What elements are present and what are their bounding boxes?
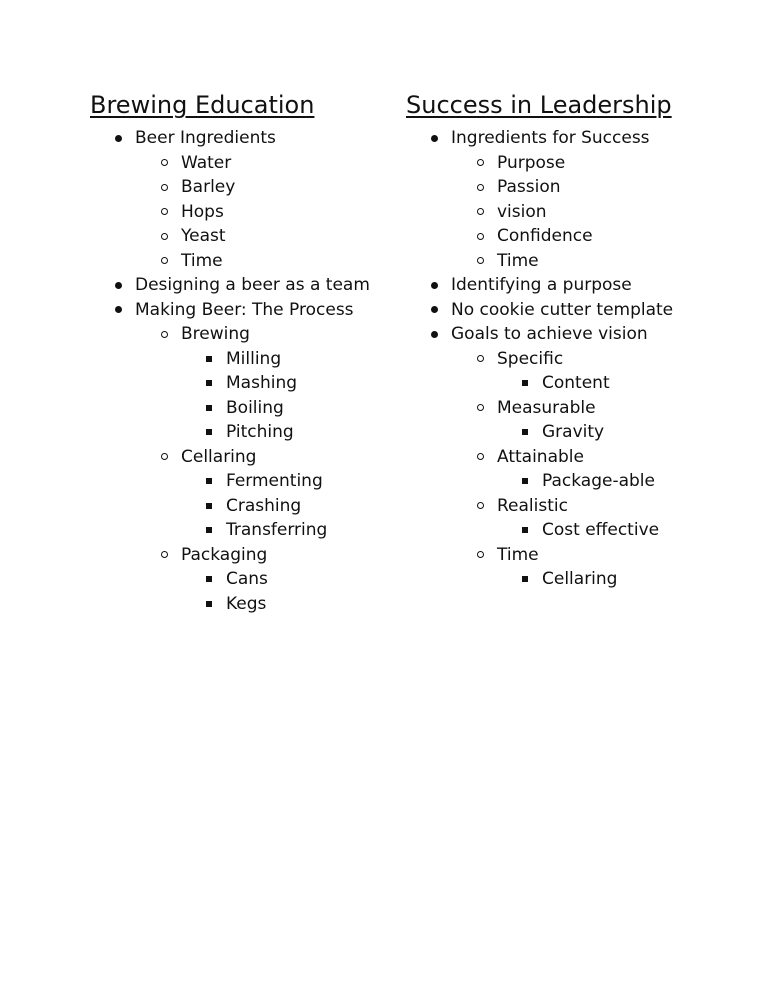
list-item	[406, 322, 736, 347]
circle-bullet-icon	[156, 175, 172, 200]
list-item-text: Time	[181, 250, 223, 271]
list-item-text: Making Beer: The Process	[135, 299, 354, 320]
list-item	[406, 298, 736, 323]
circle-bullet-icon	[472, 175, 488, 200]
list-item-text: Water	[181, 152, 232, 173]
list-item	[90, 445, 390, 470]
list-item-text: Barley	[181, 177, 236, 197]
list-item-text: Specific	[497, 348, 564, 369]
list-item	[406, 396, 736, 421]
list-item-text: Fermenting	[226, 471, 323, 491]
list-item-text: Time	[497, 250, 539, 271]
list-item-text: Confidence	[497, 226, 593, 246]
bullet-icon	[110, 273, 126, 298]
list-item-text: Cellaring	[181, 446, 257, 467]
list-item	[406, 567, 736, 592]
list-item	[90, 543, 390, 568]
circle-bullet-icon	[156, 543, 172, 568]
circle-bullet-icon	[472, 445, 488, 470]
list-item	[406, 445, 736, 470]
square-bullet-icon	[201, 347, 217, 372]
list-item	[90, 567, 390, 592]
circle-bullet-icon	[156, 322, 172, 347]
square-bullet-icon	[201, 420, 217, 445]
circle-bullet-icon	[472, 347, 488, 372]
square-bullet-icon	[201, 469, 217, 494]
list-item-text: Time	[497, 544, 539, 565]
circle-bullet-icon	[472, 494, 488, 519]
list-item	[90, 249, 390, 274]
circle-bullet-icon	[472, 543, 488, 568]
list-item	[90, 200, 390, 225]
circle-bullet-icon	[156, 224, 172, 249]
bullet-icon	[426, 298, 442, 323]
list-item	[406, 249, 736, 274]
list-item	[406, 273, 736, 298]
list-item-text: Content	[542, 373, 610, 393]
list-item-text: Gravity	[542, 422, 605, 442]
circle-bullet-icon	[156, 200, 172, 225]
list-item-text: Cans	[226, 569, 268, 589]
list-item	[90, 322, 390, 347]
success-in-leadership-heading: Success in Leadership	[406, 91, 672, 119]
list-item-text: Designing a beer as a team	[135, 275, 370, 295]
list-item	[90, 126, 390, 151]
list-item	[90, 151, 390, 176]
list-item-text: Brewing	[181, 324, 250, 344]
list-item	[406, 494, 736, 519]
list-item-text: Boiling	[226, 397, 284, 418]
bullet-icon	[426, 126, 442, 151]
list-item-text: Pitching	[226, 422, 294, 442]
square-bullet-icon	[201, 518, 217, 543]
list-item	[90, 224, 390, 249]
brewing-education-heading: Brewing Education	[90, 91, 315, 119]
circle-bullet-icon	[472, 396, 488, 421]
list-item	[90, 592, 390, 617]
square-bullet-icon	[517, 567, 533, 592]
list-item-text: Crashing	[226, 495, 302, 516]
list-item-text: vision	[497, 201, 547, 222]
square-bullet-icon	[201, 371, 217, 396]
list-item	[406, 151, 736, 176]
list-item-text: Realistic	[497, 495, 568, 516]
list-item-text: Ingredients for Success	[451, 128, 650, 148]
circle-bullet-icon	[472, 224, 488, 249]
list-item	[90, 494, 390, 519]
list-item	[406, 347, 736, 372]
list-item	[90, 273, 390, 298]
list-item-text: Milling	[226, 348, 282, 369]
bullet-icon	[426, 322, 442, 347]
list-item	[90, 469, 390, 494]
list-item	[90, 347, 390, 372]
list-item	[406, 175, 736, 200]
list-item-text: Packaging	[181, 544, 268, 565]
square-bullet-icon	[517, 469, 533, 494]
list-item	[406, 200, 736, 225]
list-item	[90, 518, 390, 543]
square-bullet-icon	[517, 518, 533, 543]
list-item-text: Passion	[497, 177, 561, 197]
square-bullet-icon	[201, 494, 217, 519]
list-item	[406, 224, 736, 249]
list-item-text: No cookie cutter template	[451, 299, 674, 320]
square-bullet-icon	[517, 420, 533, 445]
bullet-icon	[426, 273, 442, 298]
list-item-text: Beer Ingredients	[135, 128, 276, 148]
list-item-text: Identifying a purpose	[451, 275, 632, 295]
list-item-text: Kegs	[226, 593, 267, 614]
square-bullet-icon	[201, 396, 217, 421]
list-item-text: Transferring	[226, 520, 328, 540]
list-item	[406, 371, 736, 396]
square-bullet-icon	[201, 592, 217, 617]
list-item	[90, 298, 390, 323]
list-item-text: Attainable	[497, 446, 584, 467]
list-item	[90, 420, 390, 445]
list-item	[90, 175, 390, 200]
list-item	[406, 469, 736, 494]
success-in-leadership-outline	[406, 126, 736, 592]
list-item-text: Measurable	[497, 397, 596, 418]
list-item-text: Hops	[181, 201, 224, 222]
circle-bullet-icon	[156, 445, 172, 470]
circle-bullet-icon	[472, 151, 488, 176]
brewing-education-column	[90, 90, 390, 616]
square-bullet-icon	[517, 371, 533, 396]
circle-bullet-icon	[472, 249, 488, 274]
bullet-icon	[110, 126, 126, 151]
brewing-education-outline	[90, 126, 390, 616]
list-item-text: Cost effective	[542, 520, 660, 540]
list-item	[90, 396, 390, 421]
bullet-icon	[110, 298, 126, 323]
list-item-text: Goals to achieve vision	[451, 324, 648, 344]
list-item-text: Yeast	[181, 226, 226, 246]
list-item	[406, 518, 736, 543]
list-item-text: Cellaring	[542, 569, 618, 589]
list-item	[406, 420, 736, 445]
circle-bullet-icon	[156, 249, 172, 274]
list-item	[406, 126, 736, 151]
success-in-leadership-column	[406, 90, 736, 592]
list-item	[406, 543, 736, 568]
list-item-text: Mashing	[226, 373, 298, 393]
circle-bullet-icon	[156, 151, 172, 176]
list-item	[90, 371, 390, 396]
list-item-text: Package-able	[542, 471, 655, 491]
square-bullet-icon	[201, 567, 217, 592]
list-item-text: Purpose	[497, 152, 566, 173]
circle-bullet-icon	[472, 200, 488, 225]
